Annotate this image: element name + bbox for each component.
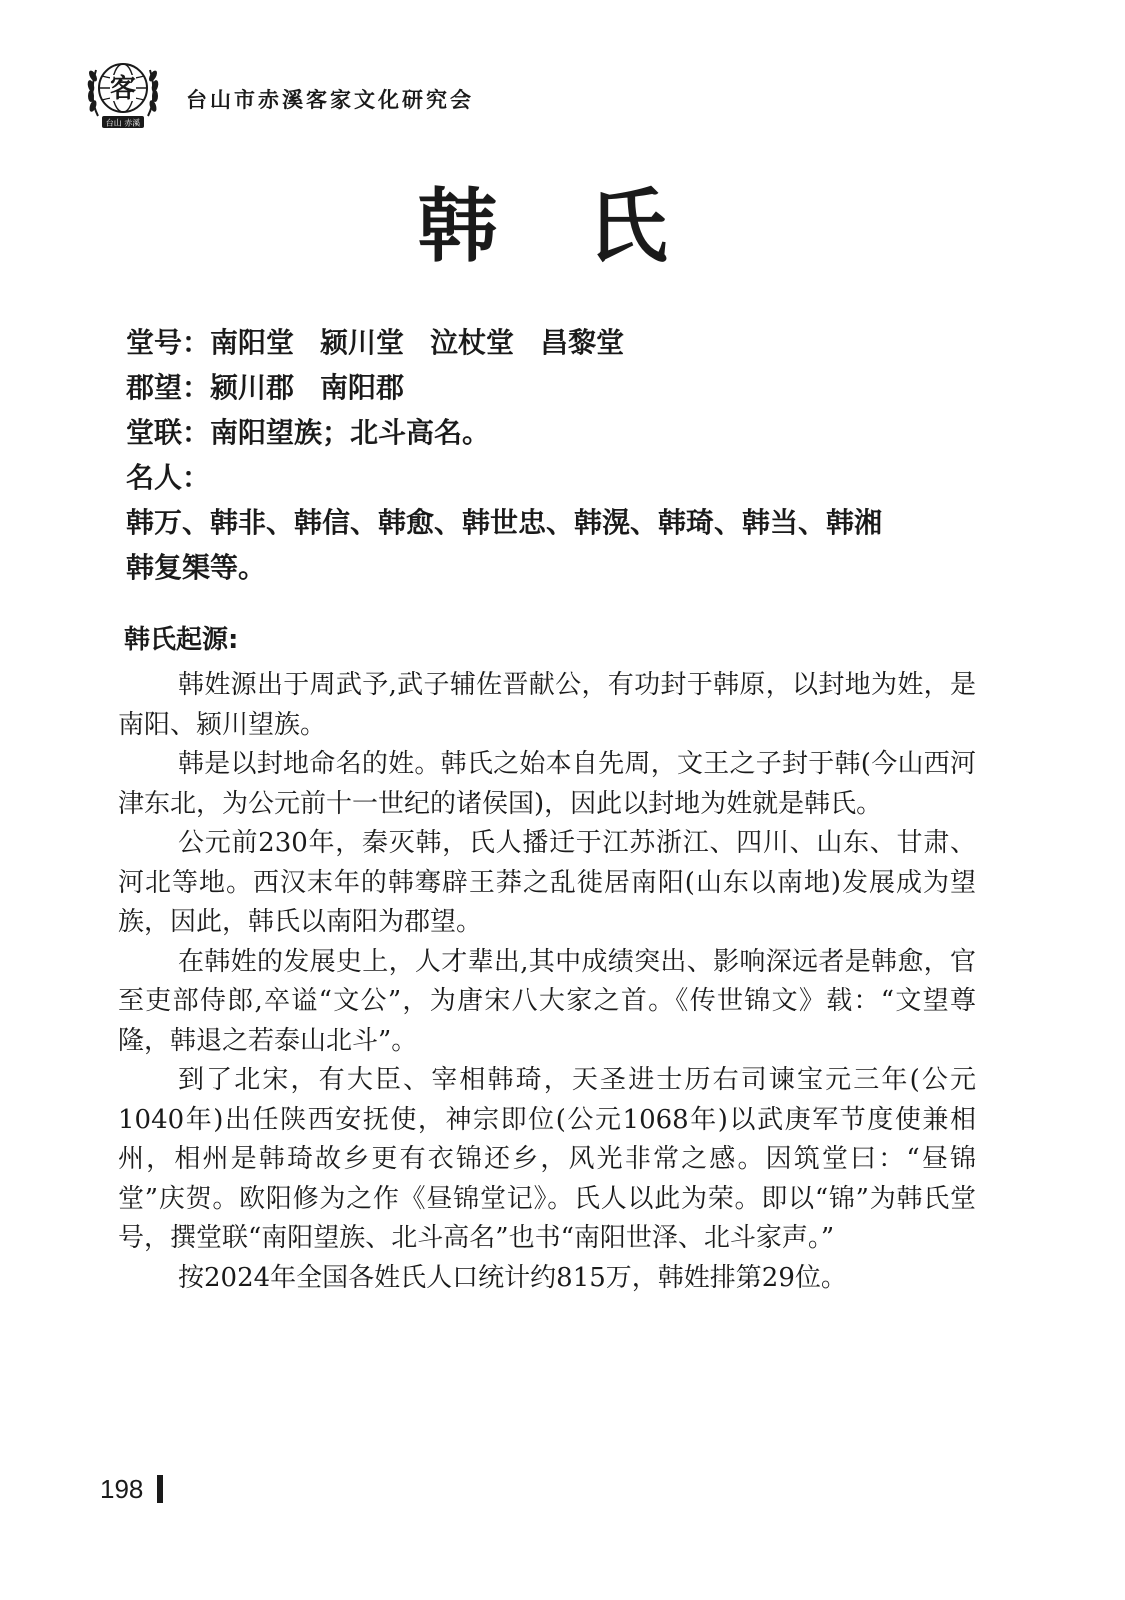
- celebrities-label-row: [126, 455, 1006, 500]
- page-footer: [100, 1472, 163, 1506]
- origin-paragraph: 在韩姓的发展史上，人才辈出,其中成绩突出、影响深远者是韩愈，官至吏部侍郎,卒谥“文公”，为唐宋八大家之首。《传世锦文》载：“文望尊隆，韩退之若泰山北斗”。: [118, 946, 976, 1056]
- hall-name: 颍川堂: [320, 326, 405, 359]
- hall-name: 南阳堂: [210, 326, 295, 359]
- logo-ribbon-text: 台山 赤溪: [105, 118, 141, 128]
- prefecture-name: 颍川郡: [210, 371, 295, 404]
- origin-paragraph: 按2024年全国各姓氏人口统计约815万，韩姓排第29位。: [178, 1262, 847, 1293]
- couplet-row: [126, 410, 1006, 455]
- origin-paragraph: 到了北宋，有大臣、宰相韩琦，天圣进士历右司谏宝元三年(公元1040年)出任陕西安抚使，神宗即位(公元1068年)以武庚军节度使兼相州，相州是韩琦故乡更有衣锦还乡，风光非常之感。因筑堂曰：“昼锦堂”庆贺。欧阳修为之作《昼锦堂记》。氏人以此为荣。即以“锦”为韩氏堂号，撰堂联“南阳望族、北斗高名”也书“南阳世泽、北斗家声。”: [118, 1065, 976, 1253]
- page-title: [0, 178, 1085, 274]
- prefecture-label: 郡望：: [126, 371, 211, 404]
- logo-character: 客: [109, 74, 137, 104]
- hall-name: 泣杖堂: [430, 326, 515, 359]
- prefecture-row: [126, 365, 1006, 410]
- celebrities-line-1: 韩万、韩非、韩信、韩愈、韩世忠、韩滉、韩琦、韩当、韩湘: [126, 506, 883, 539]
- origin-body: [118, 666, 976, 1298]
- origin-paragraph: 公元前230年，秦灭韩，氏人播迁于江苏浙江、四川、山东、甘肃、河北等地。西汉末年的韩骞辟王莽之乱徙居南阳(山东以南地)发展成为望族，因此，韩氏以南阳为郡望。: [118, 828, 976, 937]
- hall-name: 昌黎堂: [540, 326, 625, 359]
- couplet-label: 堂联：: [126, 416, 211, 449]
- celebrities-line-2: 韩复榘等。: [126, 551, 267, 584]
- page-header: [84, 52, 474, 132]
- page-number-bar: [157, 1475, 163, 1503]
- organization-name: 台山市赤溪客家文化研究会: [186, 87, 474, 112]
- origin-section-title: 韩氏起源:: [124, 625, 239, 655]
- hall-label: 堂号：: [126, 326, 211, 359]
- title-char-1: 韩: [417, 179, 498, 273]
- title-char-2: 氏: [587, 179, 668, 273]
- hall-names-row: [126, 320, 1006, 365]
- couplet-text: 南阳望族；北斗高名。: [210, 416, 491, 449]
- surname-info: [126, 320, 1006, 590]
- page-number: 198: [100, 1474, 144, 1504]
- association-logo: [84, 52, 162, 132]
- origin-paragraph: 韩是以封地命名的姓。韩氏之始本自先周，文王之子封于韩(今山西河津东北，为公元前十一世纪的诸侯国)，因此以封地为姓就是韩氏。: [118, 749, 976, 819]
- origin-paragraph: 韩姓源出于周武予,武子辅佐晋献公，有功封于韩原，以封地为姓，是南阳、颍川望族。: [118, 670, 976, 740]
- prefecture-name: 南阳郡: [320, 371, 405, 404]
- celebrities-label: 名人：: [126, 461, 211, 494]
